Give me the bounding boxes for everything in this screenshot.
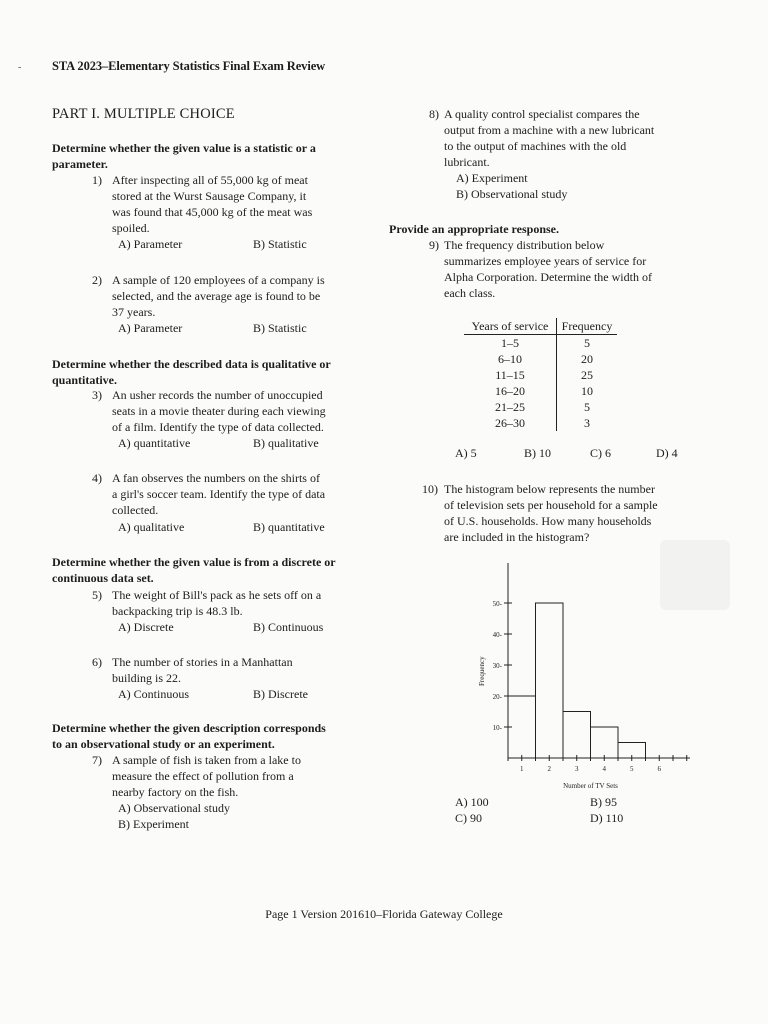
y-axis-label: Frequency (478, 656, 486, 686)
table-cell: 6–10 (464, 351, 557, 367)
q2-option-a[interactable]: A) Parameter (118, 321, 183, 335)
question-10 (422, 481, 732, 547)
question-text: collected. (112, 503, 159, 517)
table-cell: 5 (584, 336, 590, 350)
table-header-row (464, 318, 617, 335)
q10-option-d[interactable]: D) 110 (590, 811, 624, 825)
question-text: each class. (444, 286, 496, 300)
y-tick-label: 50- (492, 600, 502, 608)
table-cell: 10 (581, 384, 593, 398)
question-8 (429, 106, 729, 172)
section-line: Determine whether the described data is qualitative or (52, 357, 331, 371)
q6-option-b[interactable]: B) Discrete (253, 687, 308, 701)
table-cell: 26–30 (464, 415, 557, 431)
question-text: building is 22. (112, 671, 182, 685)
question-text: seats in a movie theater during each viewing (112, 404, 326, 418)
table-cell: 20 (581, 352, 593, 366)
table-row (464, 399, 617, 415)
question-text: a girl's soccer team. Identify the type of data (112, 487, 326, 501)
table-row (464, 335, 617, 352)
question-text: of television sets per household for a sample (444, 498, 658, 512)
question-number: 7) (92, 753, 102, 767)
y-tick-label: 10- (492, 724, 502, 732)
question-text: to the output of machines with the old (444, 139, 627, 153)
question-text: The frequency distribution below (444, 238, 605, 252)
q10-option-a[interactable]: A) 100 (455, 795, 489, 809)
question-1 (92, 172, 382, 242)
section-line: Determine whether the given value is from a discrete or (52, 555, 336, 569)
q9-option-a[interactable]: A) 5 (455, 446, 477, 460)
question-number: 3) (92, 388, 102, 402)
question-text: A sample of fish is taken from a lake to (112, 753, 301, 767)
section-line: parameter. (52, 157, 108, 171)
question-text: A quality control specialist compares the (444, 107, 640, 121)
q8-option-a[interactable]: A) Experiment (456, 171, 528, 185)
x-tick-label: 5 (630, 765, 634, 773)
question-text: of U.S. households. How many households (444, 514, 652, 528)
section-line: Determine whether the given description corresponds (52, 721, 326, 735)
x-tick-label: 4 (602, 765, 606, 773)
q5-option-b[interactable]: B) Continuous (253, 620, 324, 634)
q9-option-c[interactable]: C) 6 (590, 446, 611, 460)
question-3 (92, 387, 382, 437)
histogram-chart (470, 555, 700, 800)
q7-option-b[interactable]: B) Experiment (118, 817, 189, 831)
question-number: 1) (92, 173, 102, 187)
section-heading-observational-experiment (52, 720, 326, 752)
section-line: Determine whether the given value is a statistic or a (52, 141, 316, 155)
question-9 (429, 237, 729, 303)
document-header: STA 2023–Elementary Statistics Final Exam Review (52, 59, 326, 73)
histogram-bar (536, 603, 564, 758)
y-tick-label: 40- (492, 631, 502, 639)
question-text: After inspecting all of 55,000 kg of meat (112, 173, 308, 187)
question-text: nearby factory on the fish. (112, 785, 239, 799)
question-text: The number of stories in a Manhattan (112, 655, 293, 669)
question-text: are included in the histogram? (444, 530, 590, 544)
question-5 (92, 587, 382, 621)
q8-option-b[interactable]: B) Observational study (456, 187, 568, 201)
question-text: summarizes employee years of service for (444, 254, 647, 268)
histogram-bar (563, 712, 591, 759)
q4-option-b[interactable]: B) quantitative (253, 520, 325, 534)
q10-option-c[interactable]: C) 90 (455, 811, 482, 825)
x-axis-label: Number of TV Sets (563, 782, 618, 790)
question-text: The weight of Bill's pack as he sets off on a (112, 588, 322, 602)
section-line: to an observational study or an experiment. (52, 737, 275, 751)
table-cell: 5 (584, 400, 590, 414)
q3-option-b[interactable]: B) qualitative (253, 436, 319, 450)
question-text: A sample of 120 employees of a company is (112, 273, 325, 287)
q7-option-a[interactable]: A) Observational study (118, 801, 230, 815)
question-text: backpacking trip is 48.3 lb. (112, 604, 243, 618)
section-heading-appropriate-response (389, 221, 559, 237)
x-tick-label: 3 (575, 765, 579, 773)
question-text: An usher records the number of unoccupied (112, 388, 323, 402)
question-text: Alpha Corporation. Determine the width of (444, 270, 652, 284)
y-tick-label: 30- (492, 662, 502, 670)
question-7 (92, 752, 382, 802)
margin-mark: - (18, 62, 22, 73)
table-row (464, 351, 617, 367)
q1-option-b[interactable]: B) Statistic (253, 237, 307, 251)
table-row (464, 367, 617, 383)
q9-option-b[interactable]: B) 10 (524, 446, 551, 460)
section-line: continuous data set. (52, 571, 154, 585)
question-text: lubricant. (444, 155, 490, 169)
table-cell: 1–5 (464, 335, 557, 352)
q4-option-a[interactable]: A) qualitative (118, 520, 185, 534)
question-number: 9) (429, 238, 439, 252)
part-title: PART I. MULTIPLE CHOICE (52, 106, 235, 122)
question-text: of a film. Identify the type of data collected. (112, 420, 324, 434)
x-tick-label: 1 (520, 765, 524, 773)
q2-option-b[interactable]: B) Statistic (253, 321, 307, 335)
section-heading-qualitative-quantitative (52, 356, 331, 388)
question-6 (92, 654, 382, 688)
column-header: Years of service (464, 318, 557, 335)
x-tick-label: 2 (547, 765, 551, 773)
table-cell: 16–20 (464, 383, 557, 399)
question-text: A fan observes the numbers on the shirts of (112, 471, 320, 485)
histogram-bar (508, 696, 536, 758)
q6-option-a[interactable]: A) Continuous (118, 687, 190, 701)
table-cell: 21–25 (464, 399, 557, 415)
question-text: selected, and the average age is found to be (112, 289, 321, 303)
question-number: 6) (92, 655, 102, 669)
question-4 (92, 470, 382, 520)
section-line: quantitative. (52, 373, 118, 387)
question-text: measure the effect of pollution from a (112, 769, 294, 783)
q1-option-a[interactable]: A) Parameter (118, 237, 183, 251)
x-tick-label: 6 (657, 765, 661, 773)
section-heading-discrete-continuous (52, 554, 336, 586)
question-number: 10) (422, 482, 438, 496)
table-row (464, 383, 617, 399)
table-cell: 25 (581, 368, 593, 382)
table-cell: 11–15 (464, 367, 557, 383)
question-number: 4) (92, 471, 102, 485)
question-2 (92, 272, 382, 322)
q5-option-a[interactable]: A) Discrete (118, 620, 174, 634)
section-line: Provide an appropriate response. (389, 222, 560, 236)
table-row (464, 415, 617, 431)
table-cell: 3 (584, 416, 590, 430)
histogram-bar (591, 727, 619, 758)
question-number: 5) (92, 588, 102, 602)
frequency-table (464, 318, 617, 431)
page-footer: Page 1 Version 201610–Florida Gateway College (265, 907, 503, 921)
question-text: spoiled. (112, 221, 150, 235)
question-number: 2) (92, 273, 102, 287)
question-text: 37 years. (112, 305, 156, 319)
q3-option-a[interactable]: A) quantitative (118, 436, 191, 450)
question-number: 8) (429, 107, 439, 121)
question-text: stored at the Wurst Sausage Company, it (112, 189, 307, 203)
question-text: output from a machine with a new lubricant (444, 123, 655, 137)
y-tick-label: 20- (492, 693, 502, 701)
q10-option-b[interactable]: B) 95 (590, 795, 617, 809)
question-text: was found that 45,000 kg of the meat was (112, 205, 313, 219)
column-header: Frequency (557, 318, 618, 335)
q9-option-d[interactable]: D) 4 (656, 446, 678, 460)
question-text: The histogram below represents the number (444, 482, 655, 496)
section-heading-statistic-parameter (52, 140, 316, 172)
